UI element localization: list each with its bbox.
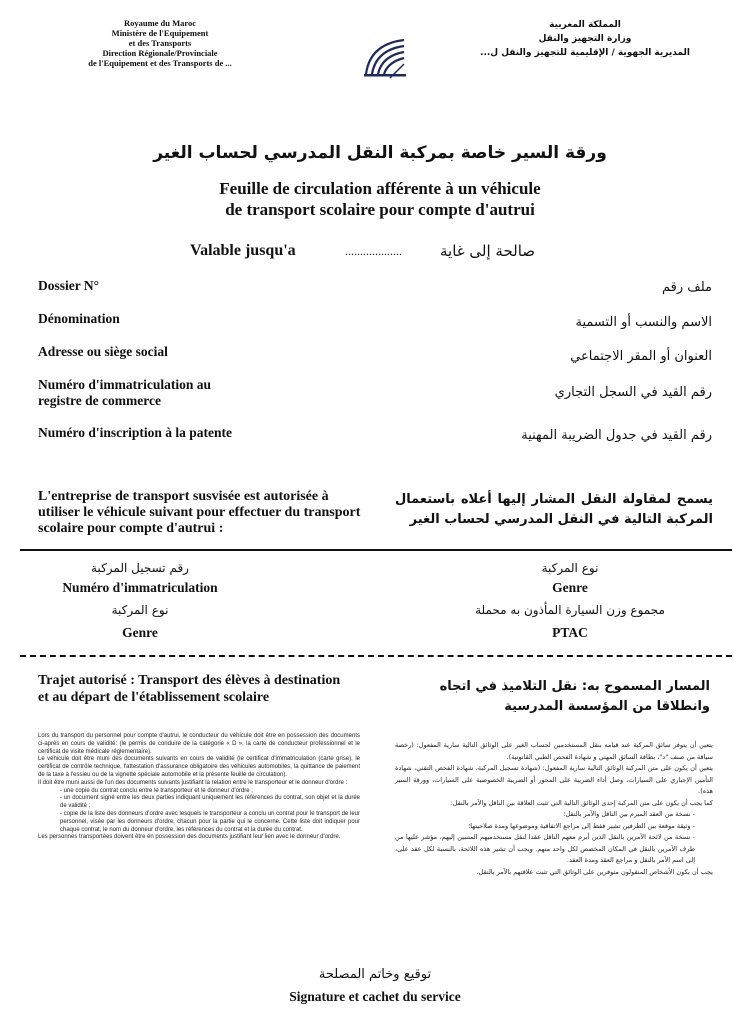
fine-print-fr-bullet-text: une copie du contrat conclu entre le transporteur et le donneur d'ordre ; [63,787,253,794]
fine-print-ar-para: يجب أن يكون الأشخاص المنقولون متوفرين على الوثائق التي تثبت علاقتهم بالآمر بالنقل. [476,867,713,876]
signature-arabic: توقيع وخاتم المصلحة [318,967,432,982]
field-address-fr: Adresse ou siège social [38,344,168,359]
fine-print-ar-bullet-text: نسخة من العقد المبرم بين الناقل والآمر بالنقل؛ [563,810,691,818]
fine-print-ar-para: كما يجب أن يكون على متن المركبة إحدى الوثائق التالية التي تثبت العلاقة بين الناقل والآمر بالنقل: [450,798,713,807]
field-registry-ar: رقم القيد في السجل التجاري [554,385,712,400]
header-arabic [470,18,700,60]
field-patente-fr: Numéro d'inscription à la patente [38,425,233,440]
field-denomination-fr: Dénomination [38,311,120,326]
fine-print-fr-para: Le véhicule doit être muni des documents suivants en cours de validité (le certificat d'immatriculation (carte grise), le certificat de contrôle technique, l'attestation d'assurance obligatoire des véhicules automobiles, la quittance de paiement de la taxe à l'essieu ou de la vignette spéciale automobile et la présente feuille de circulation). [38,756,360,778]
field-registry-fr: Numéro d'immatriculation au registre de commerce [38,377,211,408]
authorization-french: L'entreprise de transport susvisée est autorisée à utiliser le véhicule suivant pour effectuer du transport scolaire pour compte d'autrui : [38,489,361,536]
vehicle-right-fr1: Genre [552,580,588,595]
fine-print-ar-bullet: - نسخة من لائحة الآمرين بالنقل الذين أبرم معهم الناقل عقدا لنقل مستخدميهم المتنبين إليهم، مؤشر عليها من طرف الآمرين بالنقل في المكان المخصص لكل واحد منهم. ويجب أن تشير هذه اللائحة، بالنسبة لكل عقد على، إلى اسم الآمر بالنقل و مراجع العقد ومدة العقد. [395,833,695,864]
field-patente-ar: رقم القيد في جدول الضريبة المهنية [521,428,712,443]
route-french: Trajet autorisé : Transport des élèves à destination et au départ de l'établissement scolaire [38,673,341,705]
field-denomination-ar: الاسم والنسب أو التسمية [575,315,712,330]
fine-print-ar-bullet: - وثيقة موقعة بين الطرفين تشير فقط إلى مراجع الاتفاقية وموضوعها ومدة صلاحيتها؛ [468,821,695,830]
fine-print-ar-para: يتعين أن يتوفر سائق المركبة عند قيامه بنقل المستخدمين لحساب الغير على الوثائق التالية سارية المفعول: (رخصة سياقة من صنف "د"، بطاقة السائق المهني و شهادة الفحص الطبي القانونية). [395,741,713,761]
fine-print-fr-para: Il doit être muni aussi de l'un des documents suivants justifiant la relation entre le transporteur et le donneur d'ordre : [38,779,348,786]
validity-french: Valable jusqu'a [190,242,296,259]
authorization-arabic: يسمح لمقاولة النقل المشار إليها أعلاه باستعمال المركبة التالية في النقل المدرسي لحساب الغير [395,492,713,527]
vehicle-left-ar2: نوع المركبة [111,603,169,617]
fine-print-ar-bullet-text: وثيقة موقعة بين الطرفين تشير فقط إلى مراجع الاتفاقية وموضوعها ومدة صلاحيتها؛ [468,821,691,830]
divider-line [20,549,732,551]
title-arabic: ورقة السير خاصة بمركبة النقل المدرسي لحساب الغير [153,143,607,163]
vehicle-right-ar2: مجموع وزن السيارة المأذون به محملة [475,603,665,617]
fine-print-ar-bullet-text: نسخة من لائحة الآمرين بالنقل الذين أبرم معهم الناقل عقدا لنقل مستخدميهم المتنبين إليهم، مؤشر عليها من طرف الآمرين بالنقل في المكان المخصص لكل واحد منهم. ويجب أن تشير هذه اللائحة، بالنسبة لكل عقد على، إلى اسم الآمر بالنقل و مراجع العقد ومدة العقد. [395,833,695,864]
field-dossier-ar: ملف رقم [661,280,712,295]
header-fr-line: et des Transports [128,38,192,48]
vehicle-left-fr2: Genre [122,625,158,640]
header-ar-line: المملكة المغربية [549,20,621,30]
ministry-logo [360,34,410,80]
header-fr-line: Ministère de l'Equipement [111,28,209,38]
validity-arabic: صالحة إلى غاية [440,242,536,260]
vehicle-right-fr2: PTAC [552,625,588,640]
header-fr-line: Direction Régionale/Provinciale [102,48,218,58]
vehicle-left-ar1: رقم تسجيل المركبة [91,561,189,575]
fine-print-fr-bullet: - copie de la liste des donneurs d'ordre avec lesquels le transporteur a conclu un contrat pour le transport de leur personnel, visée par les donneurs d'ordre, chacun pour la partie qui le concerne. Cette liste doit indiquer pour chaque contrat, le nom du donneur d'ordre, les références du contrat et la durée du contrat. [60,810,360,833]
title-french-line1: Feuille de circulation afférente à un véhicule [219,179,541,198]
fine-print-fr-bullet-text: un document signé entre les deux parties indiquant uniquement les références du contrat, son objet et la durée de validité ; [60,795,361,810]
fine-print-french [38,733,360,842]
header-fr-line: Royaume du Maroc [123,18,197,28]
fine-print-fr-para: Les personnes transportées doivent être en possession des documents justifiant leur lien avec le donneur d'ordre. [38,834,341,841]
fine-print-fr-bullet: - une copie du contrat conclu entre le transporteur et le donneur d'ordre ; [60,787,253,794]
vehicle-right-ar1: نوع المركبة [541,561,599,575]
field-address-ar: العنوان أو المقر الاجتماعي [570,349,712,364]
field-dossier-fr: Dossier N° [38,278,100,293]
title-french-line2: de transport scolaire pour compte d'autrui [225,200,535,219]
validity-dots: ................... [345,244,402,258]
fine-print-ar-bullet: - نسخة من العقد المبرم بين الناقل والآمر بالنقل؛ [563,810,695,818]
dashed-divider [20,655,732,657]
signature-french: Signature et cachet du service [289,989,461,1004]
fine-print-fr-bullet: - un document signé entre les deux parties indiquant uniquement les références du contrat, son objet et la durée de validité ; [60,795,361,810]
header-ar-line: المديرية الجهوية / الإقليمية للتجهيز والنقل ل... [480,48,690,58]
header-fr-line: de l'Equipement et des Transports de ... [88,58,232,68]
route-arabic: المسار المسموح به: نقل التلاميذ في اتجاه وانطلاقا من المؤسسة المدرسية [439,679,710,714]
vehicle-left-fr1: Numéro d'immatriculation [62,580,218,595]
fine-print-ar-para: يتعين أن يكون على متن المركبة الوثائق التالية سارية المفعول: (شهادة تسجيل المركبة، شهادة الفحص التقني، شهادة التأمين الإجباري على السيارات، وصل أداء الضريبة على المحور أو الضريبة الخصوصية على السيارات، وورقة السير هذه). [395,764,713,795]
header-french [50,18,270,68]
fine-print-fr-para: Lors du transport du personnel pour compte d'autrui, le conducteur du véhicule doit être en possession des documents ci-après en cours de validité: (le permis de conduire de la catégorie « D », la carte de conducteur professionnel et le certificat de visite médicale réglementaire). [38,733,360,755]
fine-print-arabic [395,740,713,878]
header-ar-line: وزارة التجهيز والنقل [538,34,632,44]
fine-print-fr-bullet-text: copie de la liste des donneurs d'ordre avec lesquels le transporteur a conclu un contrat pour le transport de leur personnel, visée par les donneurs d'ordre, chacun pour la partie qui le concerne. Cette liste doit indiquer pour chaque contrat, le nom du donneur d'ordre, les références du contrat et la durée du contrat. [60,810,360,833]
